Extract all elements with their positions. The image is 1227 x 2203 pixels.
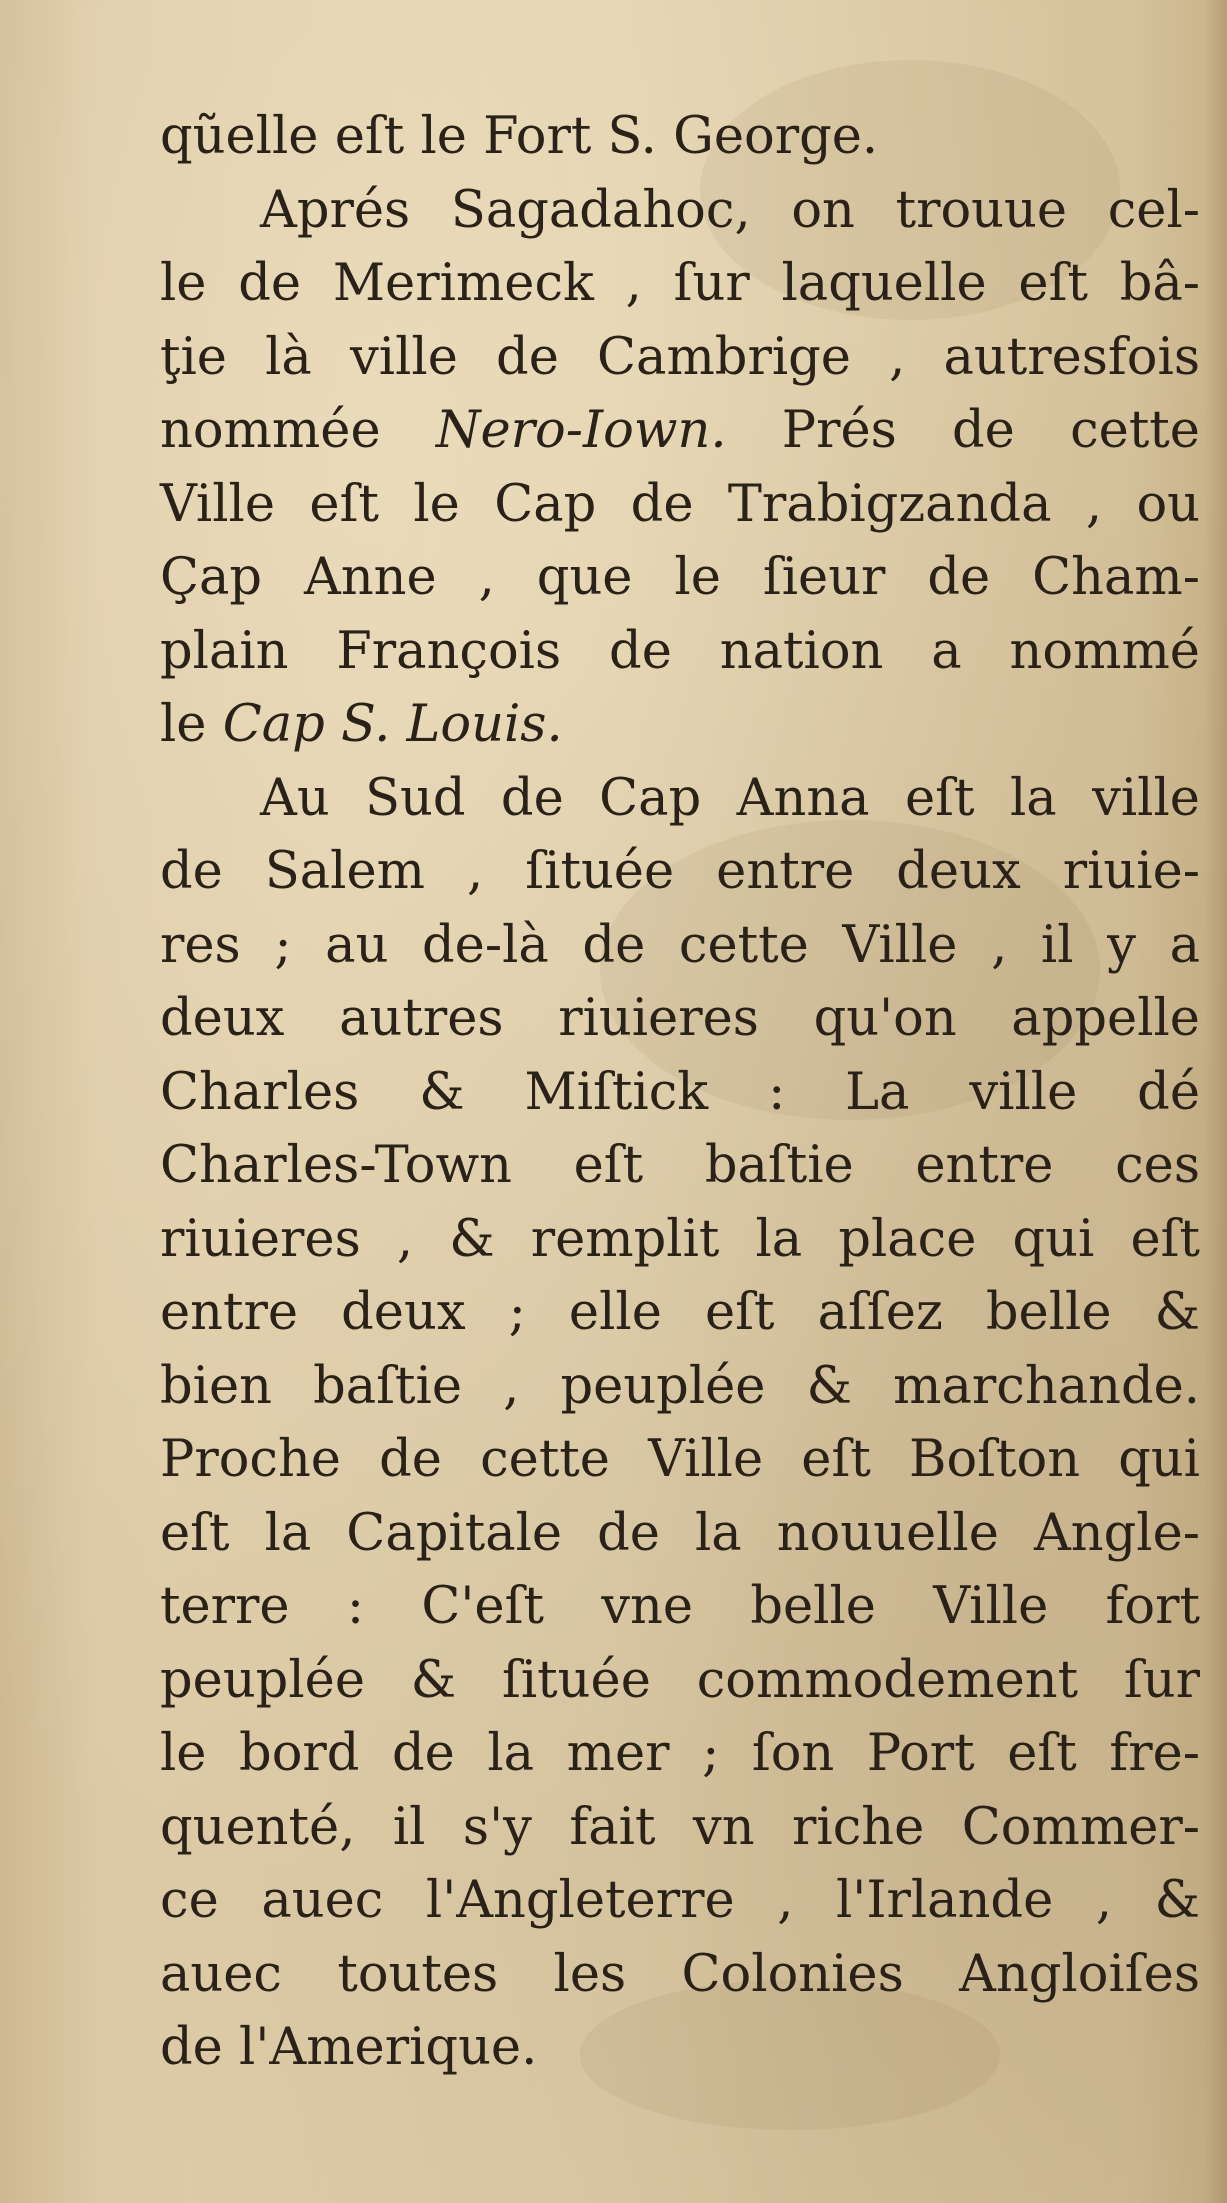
italic-text: Cap S. Louis.: [222, 695, 563, 754]
text-line: [160, 1276, 1200, 1350]
text-line: [160, 835, 1200, 909]
page-edge-shadow: [1205, 0, 1227, 2203]
line-text: le bord de la mer ; ſon Port eſt fre-: [160, 1724, 1200, 1783]
line-text-after: Prés de cette: [726, 401, 1200, 460]
line-text: nommée: [160, 401, 436, 460]
text-line: [160, 1497, 1200, 1571]
line-text: Au Sud de Cap Anna eſt la ville: [260, 768, 1200, 828]
line-text: quenté, il s'y fait vn riche Commer-: [160, 1797, 1200, 1857]
text-line: [160, 541, 1200, 615]
text-line: [160, 174, 1200, 248]
line-text: de Salem , ſituée entre deux riuie-: [160, 842, 1200, 901]
text-line: [160, 1203, 1200, 1277]
text-line: [160, 100, 1200, 174]
line-text: bien baſtie , peuplée & marchande.: [160, 1356, 1200, 1416]
line-text: Çap Anne , que le ſieur de Cham-: [160, 548, 1200, 607]
paragraph: [160, 100, 1200, 174]
page-text: [160, 100, 1200, 2085]
paragraph: [160, 762, 1200, 2085]
text-line: [160, 1864, 1200, 1938]
text-line: [160, 2011, 1200, 2085]
text-line: [160, 394, 1200, 468]
text-line: [160, 688, 1200, 762]
text-line: [160, 762, 1200, 836]
line-text: Proche de cette Ville eſt Boſton qui: [160, 1430, 1200, 1489]
text-line: [160, 909, 1200, 983]
line-text: le de Merimeck , ſur laquelle eſt bâ-: [160, 254, 1200, 313]
line-text: riuieres , & remplit la place qui eſt: [160, 1209, 1200, 1269]
text-line: [160, 247, 1200, 321]
line-text: terre : C'eſt vne belle Ville fort: [160, 1577, 1200, 1636]
line-text: le: [160, 695, 223, 754]
text-line: [160, 1350, 1200, 1424]
text-line: [160, 321, 1200, 395]
text-line: [160, 1570, 1200, 1644]
line-text: ţie là ville de Cambrige , autresfois: [160, 327, 1200, 387]
text-line: [160, 1644, 1200, 1718]
text-line: [160, 1129, 1200, 1203]
line-text: Ville eſt le Cap de Trabigzanda , ou: [160, 474, 1200, 534]
line-text: plain François de nation a nommé: [160, 621, 1200, 681]
text-line: [160, 468, 1200, 542]
line-text: res ; au de-là de cette Ville , il y a: [160, 915, 1200, 975]
text-line: [160, 1938, 1200, 2012]
line-text: Charles & Miſtick : La ville dé: [160, 1062, 1200, 1122]
text-line: [160, 615, 1200, 689]
line-text: peuplée & ſituée commodement ſur: [160, 1650, 1200, 1710]
paragraph: [160, 174, 1200, 762]
italic-text: Nero-Iown.: [435, 401, 727, 460]
line-text: auec toutes les Colonies Angloiſes: [160, 1944, 1200, 2004]
line-text: de l'Amerique.: [160, 2018, 538, 2077]
text-line: [160, 1717, 1200, 1791]
text-line: [160, 1423, 1200, 1497]
line-text: Aprés Sagadahoc, on trouue cel-: [260, 180, 1200, 240]
line-text: Charles-Town eſt baſtie entre ces: [160, 1136, 1200, 1195]
text-line: [160, 1791, 1200, 1865]
line-text: eſt la Capitale de la nouuelle Angle-: [160, 1503, 1200, 1563]
line-text: deux autres riuieres qu'on appelle: [160, 989, 1200, 1048]
line-text: entre deux ; elle eſt aſſez belle &: [160, 1283, 1200, 1342]
text-line: [160, 1056, 1200, 1130]
line-text: qũelle eſt le Fort S. George.: [160, 107, 879, 166]
text-line: [160, 982, 1200, 1056]
line-text: ce auec l'Angleterre , l'Irlande , &: [160, 1871, 1200, 1930]
